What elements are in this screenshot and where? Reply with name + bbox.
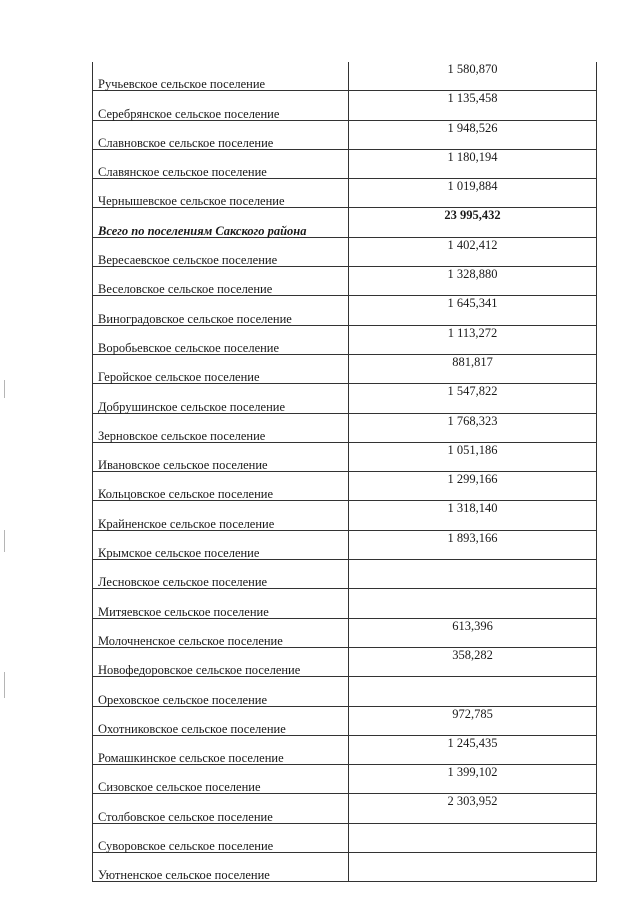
settlement-name-cell: Ореховское сельское поселение (93, 677, 349, 706)
table-row (93, 765, 597, 794)
settlement-name-cell: Кольцовское сельское поселение (93, 472, 349, 501)
scan-margin-mark (4, 530, 5, 552)
settlement-name-cell: Охотниковское сельское поселение (93, 706, 349, 735)
settlement-name-cell: Серебрянское сельское поселение (93, 91, 349, 120)
table-row (93, 677, 597, 706)
settlement-name-cell: Всего по поселениям Сакского района (93, 208, 349, 237)
settlement-name-cell: Славянское сельское поселение (93, 149, 349, 178)
amount-cell: 613,396 (349, 618, 597, 647)
amount-cell: 1 893,166 (349, 530, 597, 559)
amount-cell (349, 853, 597, 882)
settlement-name-cell: Веселовское сельское поселение (93, 267, 349, 296)
amount-cell: 23 995,432 (349, 208, 597, 237)
settlement-name-cell: Геройское сельское поселение (93, 354, 349, 383)
amount-cell: 1 299,166 (349, 472, 597, 501)
table-row (93, 853, 597, 882)
amount-cell (349, 677, 597, 706)
table-row (93, 267, 597, 296)
table-row (93, 618, 597, 647)
settlement-name-cell: Крайненское сельское поселение (93, 501, 349, 530)
amount-cell: 1 245,435 (349, 735, 597, 764)
settlement-name-cell: Ручьевское сельское поселение (93, 62, 349, 91)
amount-cell: 1 051,186 (349, 442, 597, 471)
amount-cell: 1 580,870 (349, 62, 597, 91)
settlement-name-cell: Вересаевское сельское поселение (93, 237, 349, 266)
table-row (93, 384, 597, 413)
table-row (93, 706, 597, 735)
amount-cell: 1 135,458 (349, 91, 597, 120)
settlement-name-cell: Митяевское сельское поселение (93, 589, 349, 618)
amount-cell: 1 180,194 (349, 149, 597, 178)
scan-margin-mark (4, 672, 5, 698)
table-row (93, 530, 597, 559)
settlement-name-cell: Уютненское сельское поселение (93, 853, 349, 882)
settlement-name-cell: Ивановское сельское поселение (93, 442, 349, 471)
settlement-name-cell: Сизовское сельское поселение (93, 765, 349, 794)
amount-cell: 1 645,341 (349, 296, 597, 325)
settlement-name-cell: Столбовское сельское поселение (93, 794, 349, 823)
settlement-name-cell: Суворовское сельское поселение (93, 823, 349, 852)
table-body (93, 62, 597, 882)
amount-cell: 1 399,102 (349, 765, 597, 794)
amount-cell: 881,817 (349, 354, 597, 383)
amount-cell: 1 547,822 (349, 384, 597, 413)
amount-cell: 1 318,140 (349, 501, 597, 530)
settlement-name-cell: Лесновское сельское поселение (93, 560, 349, 589)
table-row (93, 823, 597, 852)
table-row (93, 179, 597, 208)
amount-cell: 2 303,952 (349, 794, 597, 823)
table-row (93, 237, 597, 266)
settlement-name-cell: Зерновское сельское поселение (93, 413, 349, 442)
table-row (93, 735, 597, 764)
table-row (93, 472, 597, 501)
table-row (93, 560, 597, 589)
amount-cell (349, 560, 597, 589)
amount-cell: 1 328,880 (349, 267, 597, 296)
amount-cell (349, 589, 597, 618)
table-row (93, 91, 597, 120)
settlement-name-cell: Добрушинское сельское поселение (93, 384, 349, 413)
amount-cell: 1 948,526 (349, 120, 597, 149)
amount-cell: 1 402,412 (349, 237, 597, 266)
table-row (93, 120, 597, 149)
settlement-budget-table (92, 62, 597, 882)
table-row (93, 442, 597, 471)
settlement-name-cell: Воробьевское сельское поселение (93, 325, 349, 354)
table-row (93, 62, 597, 91)
settlement-name-cell: Молочненское сельское поселение (93, 618, 349, 647)
table-row (93, 325, 597, 354)
amount-cell: 972,785 (349, 706, 597, 735)
table-row (93, 413, 597, 442)
table-row (93, 149, 597, 178)
amount-cell: 1 113,272 (349, 325, 597, 354)
amount-cell: 1 768,323 (349, 413, 597, 442)
table-row (93, 354, 597, 383)
settlement-name-cell: Крымское сельское поселение (93, 530, 349, 559)
table-row (93, 296, 597, 325)
table-row (93, 647, 597, 676)
settlement-name-cell: Новофедоровское сельское поселение (93, 647, 349, 676)
settlement-name-cell: Ромашкинское сельское поселение (93, 735, 349, 764)
table-row (93, 501, 597, 530)
total-row (93, 208, 597, 237)
amount-cell: 1 019,884 (349, 179, 597, 208)
scan-margin-mark (4, 380, 5, 398)
settlement-name-cell: Славновское сельское поселение (93, 120, 349, 149)
settlement-name-cell: Виноградовское сельское поселение (93, 296, 349, 325)
amount-cell: 358,282 (349, 647, 597, 676)
settlement-name-cell: Чернышевское сельское поселение (93, 179, 349, 208)
table-row (93, 589, 597, 618)
table-row (93, 794, 597, 823)
amount-cell (349, 823, 597, 852)
